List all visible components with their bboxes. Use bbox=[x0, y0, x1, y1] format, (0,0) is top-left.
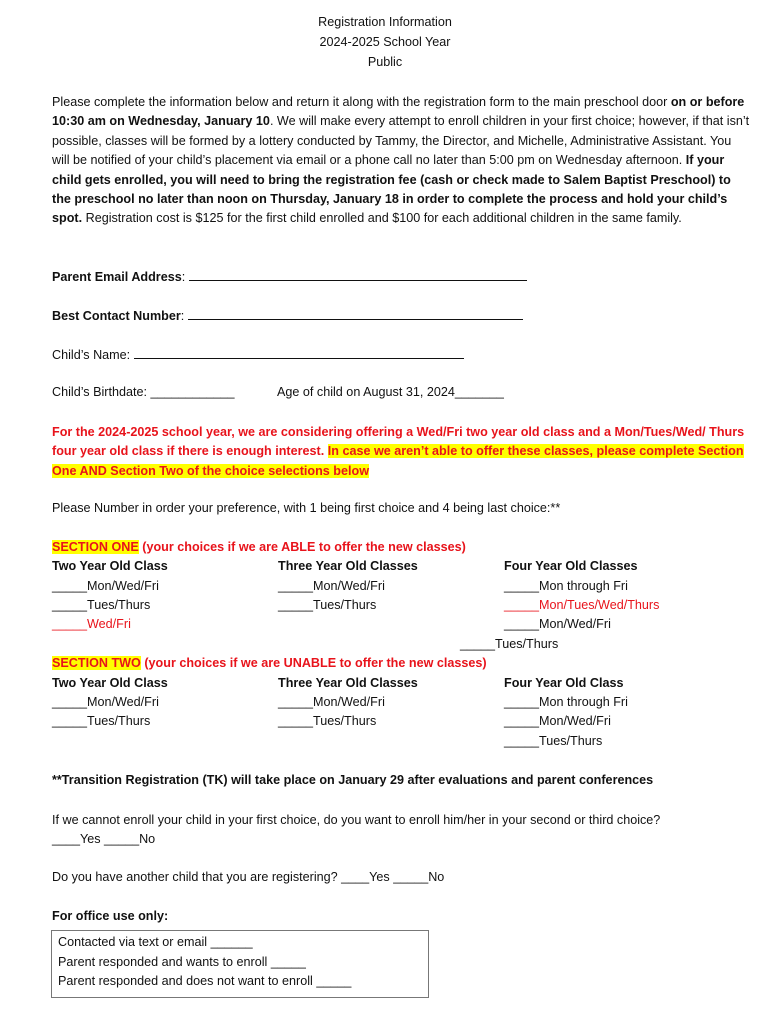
section-one-heading bbox=[52, 540, 466, 554]
s1-four-year-option[interactable]: _____Mon through Fri bbox=[504, 579, 628, 593]
best-contact-label: Best Contact Number bbox=[52, 309, 181, 323]
s1-four-year-option[interactable]: _____Mon/Tues/Wed/Thurs bbox=[504, 598, 660, 612]
s2-two-year-header: Two Year Old Class bbox=[52, 676, 168, 690]
section-two-subtitle: (your choices if we are UNABLE to offer the new classes) bbox=[140, 656, 487, 670]
intro-text-2: . We will make every attempt to enroll children in your first choice; however, if that isn’t possible, classes will be formed by a lottery conducted by Tammy, the Director, and Michelle, Administrative Assistant. You will be notified of your child’s placement via email or a phone call no later than 5:00 pm on Wednesday afternoon. bbox=[52, 114, 750, 168]
child-name-field[interactable] bbox=[52, 346, 464, 362]
colon: : bbox=[181, 270, 186, 284]
second-choice-answers[interactable]: ____Yes _____No bbox=[52, 832, 156, 847]
s1-three-year-option[interactable]: _____Mon/Wed/Fri bbox=[278, 579, 385, 593]
section-two-heading bbox=[52, 656, 487, 670]
office-use-title: For office use only: bbox=[52, 909, 169, 923]
parent-email-field[interactable] bbox=[52, 268, 527, 284]
age-of-child-field[interactable]: Age of child on August 31, 2024_______ bbox=[277, 385, 504, 399]
s1-two-year-option[interactable]: _____Wed/Fri bbox=[52, 617, 131, 631]
s2-three-year-header: Three Year Old Classes bbox=[278, 676, 418, 690]
s1-four-year-header: Four Year Old Classes bbox=[504, 559, 638, 573]
child-name-label: Child’s Name: bbox=[52, 348, 131, 362]
s2-four-year-option[interactable]: _____Mon through Fri bbox=[504, 695, 628, 709]
s1-two-year-option[interactable]: _____Mon/Wed/Fri bbox=[52, 579, 159, 593]
s2-four-year-header: Four Year Old Class bbox=[504, 676, 624, 690]
section-two-title: SECTION TWO bbox=[52, 656, 141, 670]
notice-highlight-text: In case we aren’t able to offer these classes, please complete Section One AND Section Two of the choice selections below bbox=[52, 444, 744, 478]
audience-label: Public bbox=[367, 55, 403, 69]
office-line: Parent responded and wants to enroll _____ bbox=[58, 955, 306, 969]
section-one-title: SECTION ONE bbox=[52, 540, 139, 554]
preference-instruction: Please Number in order your preference, with 1 being first choice and 4 being last choice:** bbox=[52, 501, 561, 515]
second-choice-question bbox=[52, 811, 758, 850]
best-contact-field[interactable] bbox=[52, 307, 523, 323]
colon: : bbox=[180, 309, 185, 323]
s1-two-year-header: Two Year Old Class bbox=[52, 559, 168, 573]
s2-two-year-option[interactable]: _____Mon/Wed/Fri bbox=[52, 695, 159, 709]
another-child-question[interactable]: Do you have another child that you are registering? ____Yes _____No bbox=[52, 870, 445, 884]
s2-three-year-option[interactable]: _____Mon/Wed/Fri bbox=[278, 695, 385, 709]
office-use-box bbox=[51, 930, 429, 998]
notice-red-text: For the 2024-2025 school year, we are considering offering a Wed/Fri two year old class and a Mon/Tues/Wed/ Thurs four year old class if there is enough interest. bbox=[52, 425, 745, 459]
parent-email-label: Parent Email Address bbox=[52, 270, 182, 284]
school-year: 2024-2025 School Year bbox=[319, 35, 451, 49]
s2-three-year-option[interactable]: _____Tues/Thurs bbox=[278, 714, 377, 728]
second-choice-question-text: If we cannot enroll your child in your first choice, do you want to enroll him/her in your second or third choice? bbox=[52, 813, 661, 827]
s1-two-year-option[interactable]: _____Tues/Thurs bbox=[52, 598, 151, 612]
transition-note: **Transition Registration (TK) will take place on January 29 after evaluations and parent conferences bbox=[52, 773, 654, 787]
cost-text: Registration cost is $125 for the first child enrolled and $100 for each additional children in the same family. bbox=[82, 211, 682, 226]
s1-three-year-option[interactable]: _____Tues/Thurs bbox=[278, 598, 377, 612]
doc-title: Registration Information bbox=[318, 15, 452, 29]
s2-four-year-option[interactable]: _____Mon/Wed/Fri bbox=[504, 714, 611, 728]
fee-notice-text: If your child gets enrolled, you will need to bring the registration fee (cash or check made to Salem Baptist Preschool) to the preschool no later than noon on Thursday, January 18 in order to complete the process and hold your child’s spot. bbox=[52, 153, 731, 226]
parent-email-line[interactable] bbox=[189, 268, 527, 281]
office-line: Contacted via text or email ______ bbox=[58, 935, 253, 949]
intro-paragraph bbox=[52, 93, 752, 229]
s2-four-year-option[interactable]: _____Tues/Thurs bbox=[504, 734, 603, 748]
s1-three-year-header: Three Year Old Classes bbox=[278, 559, 418, 573]
best-contact-line[interactable] bbox=[188, 307, 523, 320]
s1-four-year-option[interactable]: _____Tues/Thurs bbox=[460, 637, 559, 651]
section-one-subtitle: (your choices if we are ABLE to offer the new classes) bbox=[138, 540, 466, 554]
s2-two-year-option[interactable]: _____Tues/Thurs bbox=[52, 714, 151, 728]
s1-four-year-option[interactable]: _____Mon/Wed/Fri bbox=[504, 617, 611, 631]
office-line: Parent responded and does not want to enroll _____ bbox=[58, 974, 352, 988]
deadline-text: on or before 10:30 am on Wednesday, January 10 bbox=[52, 95, 745, 129]
child-birthdate-field[interactable]: Child’s Birthdate: ____________ bbox=[52, 385, 235, 399]
new-classes-notice bbox=[52, 423, 764, 481]
intro-text-1: Please complete the information below and return it along with the registration form to the main preschool door bbox=[52, 95, 668, 109]
child-name-line[interactable] bbox=[134, 346, 464, 359]
